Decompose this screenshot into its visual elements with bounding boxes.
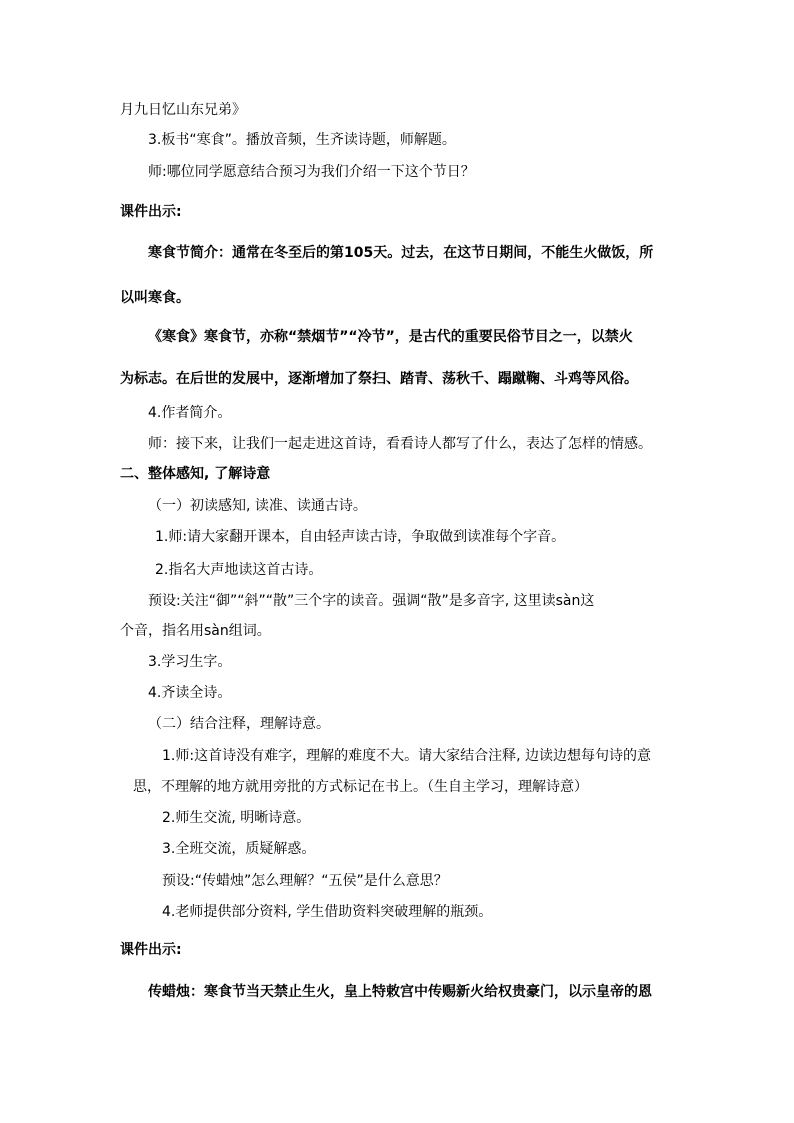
text-line: 4.老师提供部分资料, 学生借助资料突破理解的瓶颈。 bbox=[162, 904, 493, 920]
subsection-heading: （一）初读感知, 读准、读通古诗。 bbox=[148, 498, 367, 514]
text-line: 传蜡烛：寒食节当天禁止生火，皇上特敕宫中传赐新火给权贵豪门，以示皇帝的恩 bbox=[148, 984, 652, 1000]
text-line: 寒食节简介：通常在冬至后的第105天。过去，在这节日期间，不能生火做饭，所 bbox=[148, 245, 654, 261]
text-line: 2.师生交流, 明晰诗意。 bbox=[162, 810, 311, 826]
text-line: 3.板书“寒食”。播放音频，生齐读诗题，师解题。 bbox=[148, 132, 456, 148]
text-line: 月九日忆山东兄弟》 bbox=[120, 102, 246, 118]
section-label: 课件出示: bbox=[120, 204, 182, 220]
text-line: 2.指名大声地读这首古诗。 bbox=[155, 562, 323, 578]
text-line: 1.师:请大家翻开课本，自由轻声读古诗，争取做到读准每个字音。 bbox=[155, 529, 566, 545]
text-line: 师:哪位同学愿意结合预习为我们介绍一下这个节日？ bbox=[148, 164, 475, 180]
text-line: 预设:“传蜡烛”怎么理解？“五侯”是什么意思？ bbox=[162, 873, 448, 889]
text-line: 4.齐读全诗。 bbox=[148, 685, 232, 701]
text-line: 个音，指名用sàn组词。 bbox=[120, 623, 271, 639]
text-line: 4.作者简介。 bbox=[148, 405, 232, 421]
section-heading: 二、整体感知, 了解诗意 bbox=[120, 466, 271, 482]
text-line: 3.学习生字。 bbox=[148, 654, 232, 670]
text-line: 为标志。在后世的发展中，逐渐增加了祭扫、踏青、荡秋千、蹋蹴鞠、斗鸡等风俗。 bbox=[120, 371, 638, 387]
text-line: 师：接下来，让我们一起走进这首诗，看看诗人都写了什么，表达了怎样的情感。 bbox=[148, 436, 652, 452]
text-line: 1.师:这首诗没有难字，理解的难度不大。请大家结合注释, 边读边想每句诗的意 bbox=[162, 748, 651, 764]
text-line: 《寒食》寒食节，亦称“禁烟节”“冷节”，是古代的重要民俗节目之一，以禁火 bbox=[148, 329, 633, 345]
text-line: 3.全班交流，质疑解惑。 bbox=[162, 841, 316, 857]
subsection-heading: （二）结合注释，理解诗意。 bbox=[148, 716, 330, 732]
text-line: 思，不理解的地方就用旁批的方式标记在书上。（生自主学习，理解诗意） bbox=[133, 779, 588, 795]
text-line: 以叫寒食。 bbox=[120, 290, 190, 306]
section-label: 课件出示: bbox=[120, 942, 182, 958]
text-line: 预设:关注“御”“斜”“散”三个字的读音。强调“散”是多音字, 这里读sàn这 bbox=[148, 593, 595, 609]
